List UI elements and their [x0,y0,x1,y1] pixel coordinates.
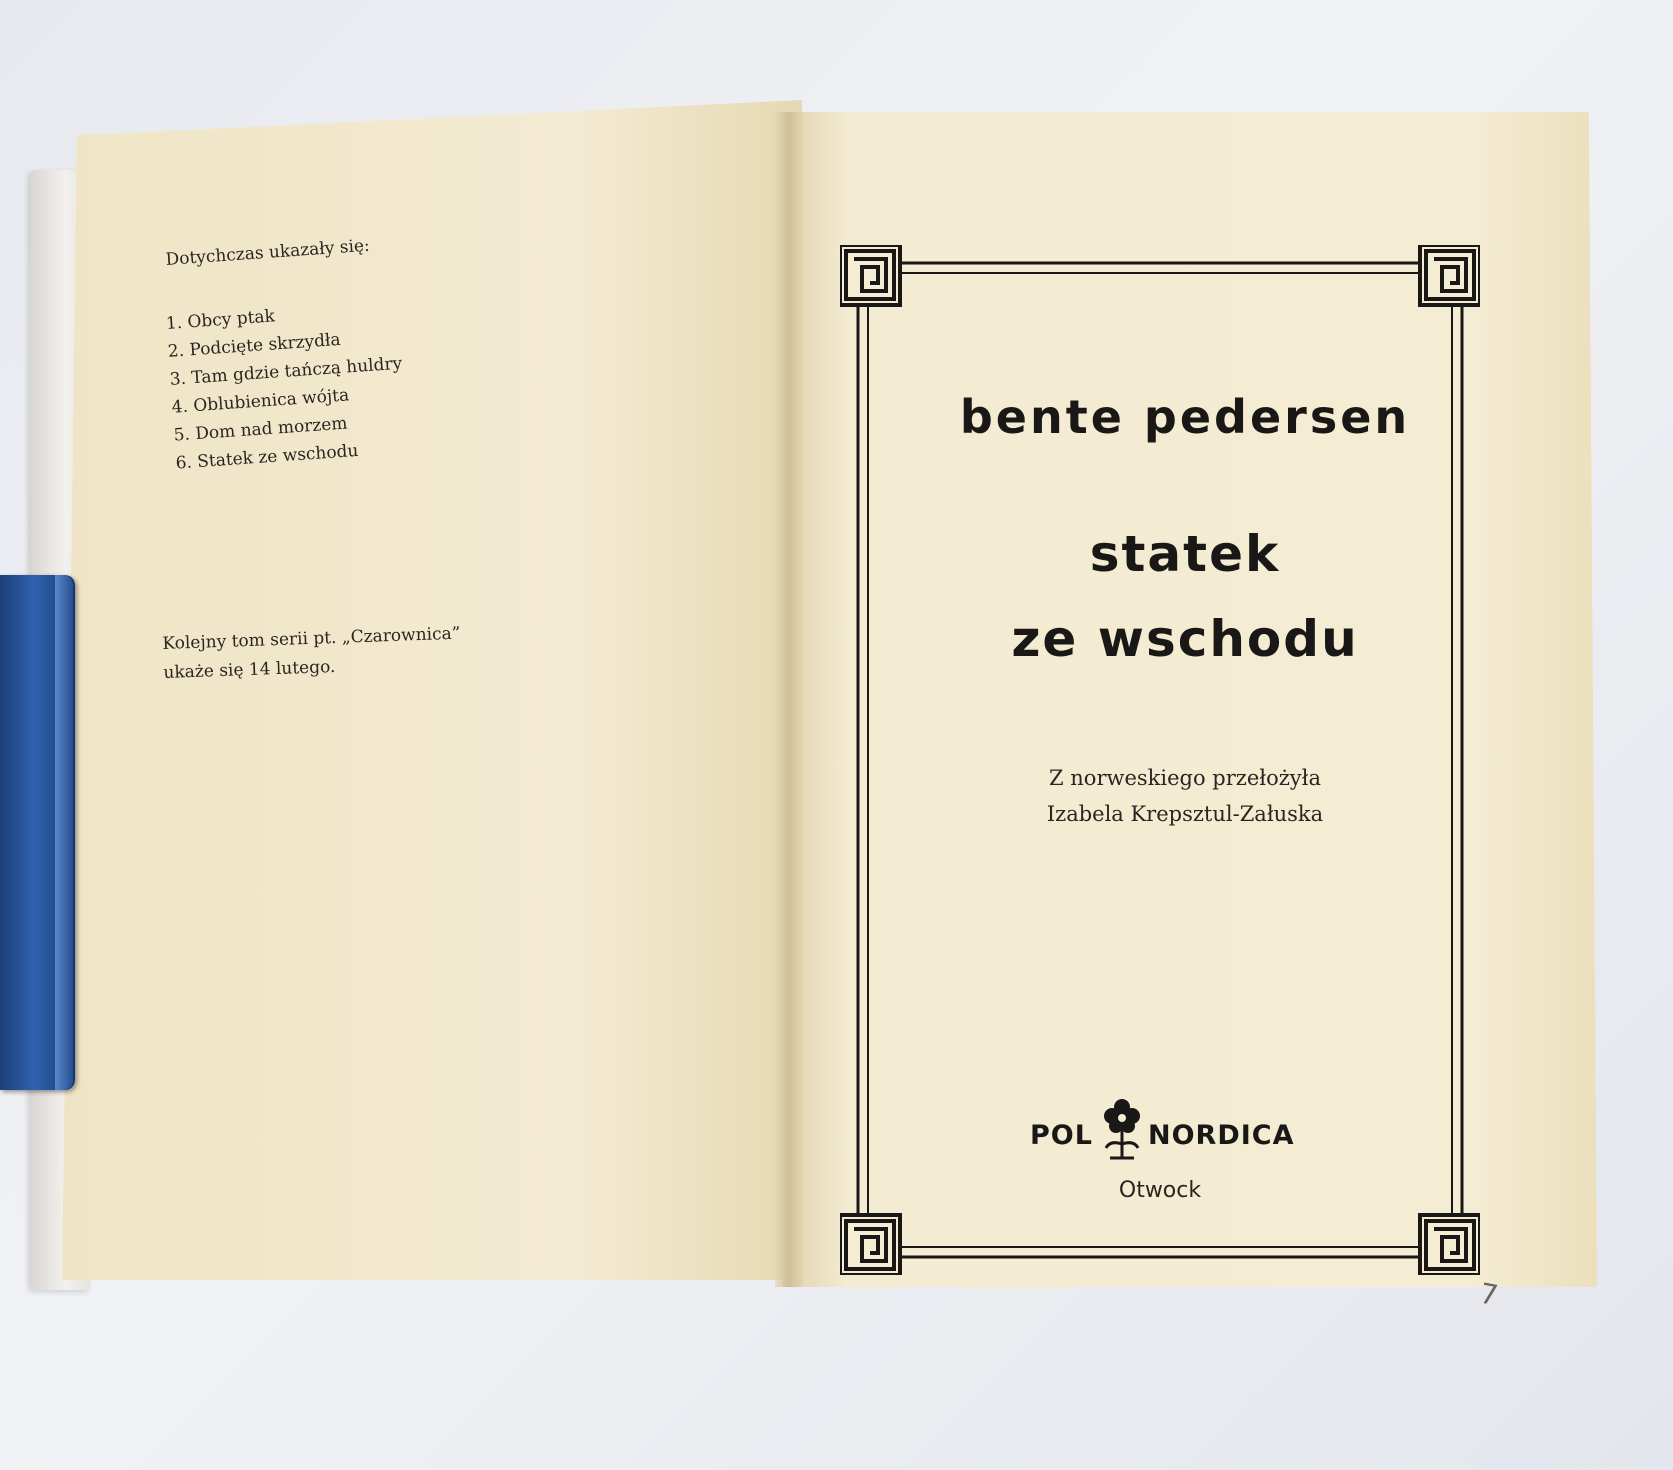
publisher-name-right: NORDICA [1148,1120,1295,1151]
list-item: 5. Dom nad morzem [173,413,349,446]
book-title-line-2: ze wschodu [1011,610,1359,668]
publisher-name-left: POL [1030,1120,1093,1151]
author-name: bente pedersen [959,390,1411,444]
note-line: ukaże się 14 lutego. [163,656,336,683]
publisher-logo [1000,1098,1330,1168]
corner-ornament-bottom-right [1420,1215,1480,1275]
next-volume-note [162,620,462,688]
corner-ornament-bottom-left [840,1215,900,1275]
book-gutter [775,112,803,1287]
handwritten-page-number: 7 [1477,1276,1501,1313]
book-title-line-1: statek [1089,525,1281,583]
blue-clip [0,575,75,1090]
corner-ornament-top-right [1420,245,1480,305]
list-item: 3. Tam gdzie tańczą huldry [169,353,403,390]
list-item: 6. Statek ze wschodu [175,440,360,474]
list-item: 4. Oblubienica wójta [171,385,350,418]
note-line: Kolejny tom serii pt. „Czarownica” [162,623,461,654]
corner-ornament-top-left [840,245,900,305]
translator-name: Izabela Krepsztul-Załuska [1046,802,1324,826]
publisher-city: Otwock [1118,1178,1202,1203]
list-item: 2. Podcięte skrzydła [167,329,342,362]
list-item: 1. Obcy ptak [165,306,276,334]
left-page [62,100,802,1280]
flower-icon [1100,1098,1144,1160]
series-list [165,294,409,478]
series-heading: Dotychczas ukazały się: [165,235,371,270]
translator-credit: Z norweskiego przełożyła [1049,766,1321,790]
